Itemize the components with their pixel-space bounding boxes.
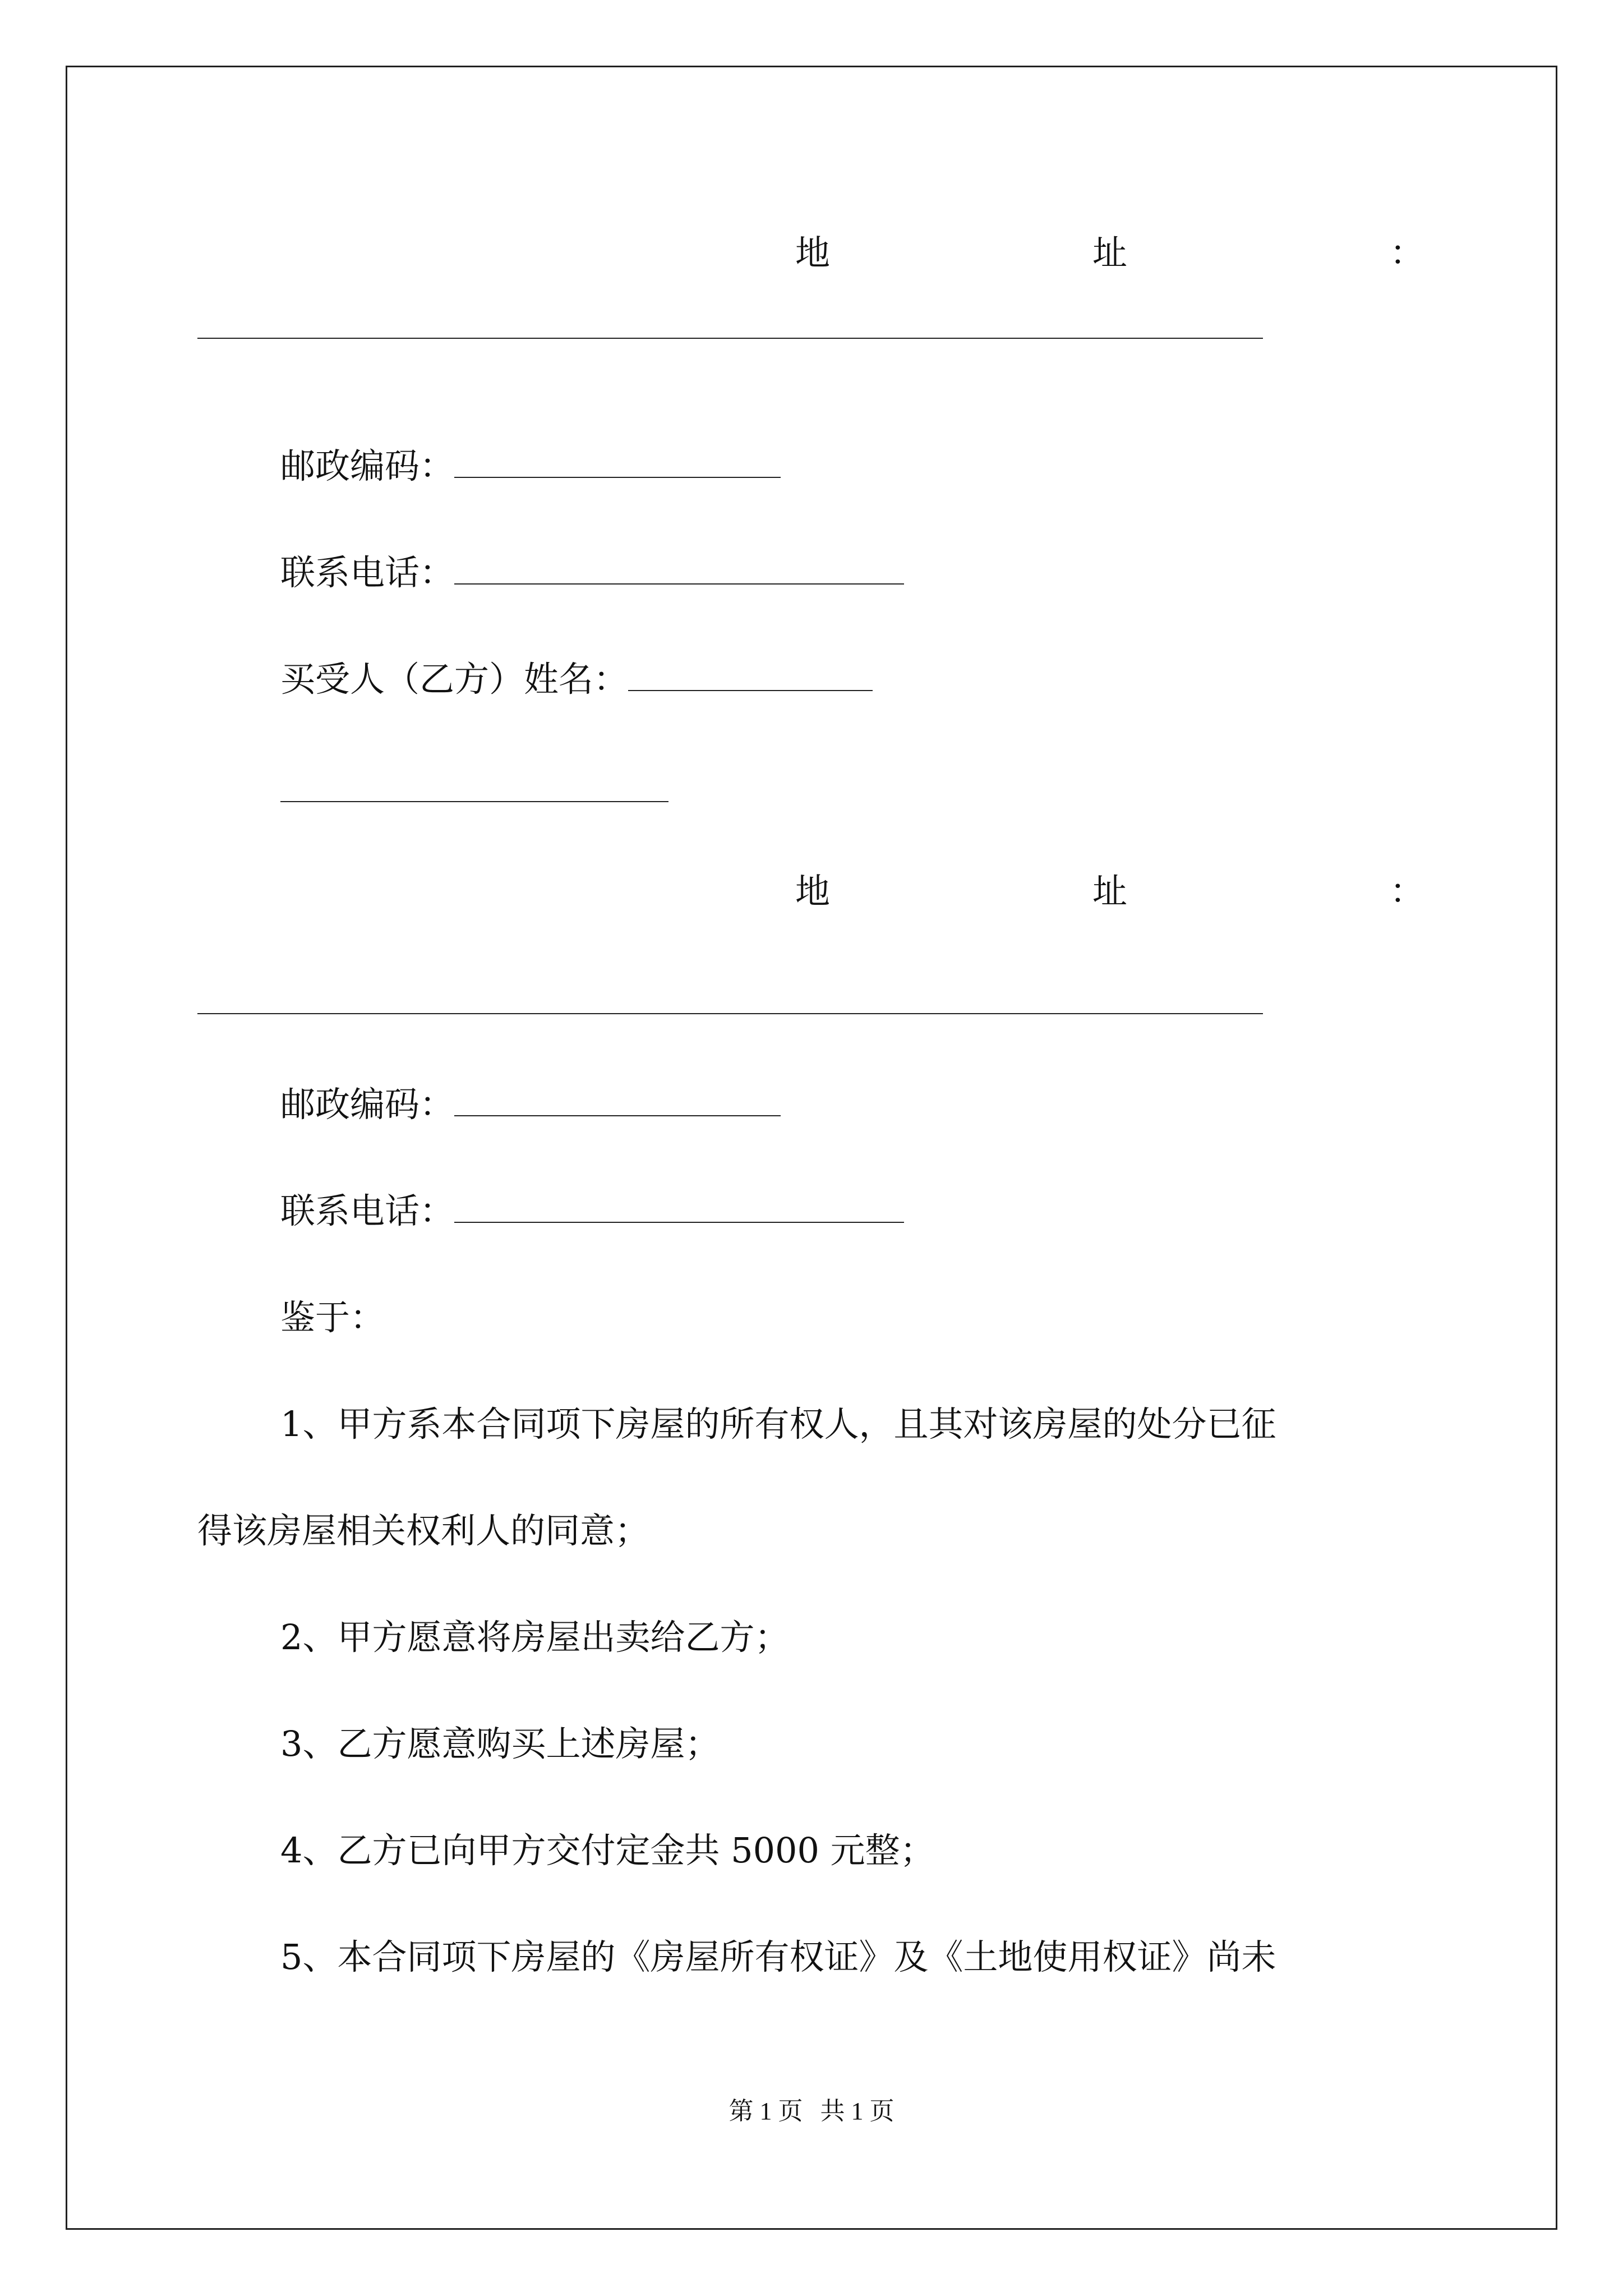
recital-item-5-line-1: 5、本合同项下房屋的《房屋所有权证》及《土地使用权证》尚未 (280, 1936, 1276, 1977)
buyer-postcode-row (280, 1084, 781, 1125)
buyer-name-blank (628, 663, 873, 691)
seller-phone-row (280, 552, 904, 593)
page-number-total: 共 1 页 (820, 2097, 895, 2125)
seller-address-blank (197, 338, 1263, 339)
recital-item-2: 2、甲方愿意将房屋出卖给乙方； (280, 1617, 790, 1658)
buyer-name-row (280, 659, 873, 700)
recital-item-4: 4、乙方已向甲方交付定金共 5000 元整； (280, 1830, 935, 1871)
buyer-postcode-label: 邮政编码： (280, 1084, 455, 1125)
buyer-postcode-blank (454, 1088, 781, 1116)
buyer-name-label: 买受人（乙方）姓名： (280, 659, 629, 700)
page-footer (0, 2099, 1623, 2124)
seller-address-colon: ： (1390, 232, 1425, 273)
page-border (66, 66, 1557, 2230)
buyer-address-colon: ： (1390, 871, 1425, 912)
recital-item-1-line-2: 得该房屋相关权利人的同意； (197, 1510, 650, 1551)
recitals-intro: 鉴于： (280, 1297, 385, 1338)
seller-postcode-row (280, 445, 781, 486)
buyer-name-blank-continued (280, 801, 668, 802)
recital-item-3: 3、乙方愿意购买上述房屋； (280, 1723, 720, 1764)
buyer-address-char2: 址 (1092, 871, 1128, 912)
seller-address-char2: 址 (1092, 232, 1128, 273)
seller-phone-label: 联系电话： (280, 552, 455, 593)
seller-phone-blank (454, 556, 904, 585)
buyer-phone-blank (454, 1195, 904, 1223)
seller-postcode-label: 邮政编码： (280, 445, 455, 486)
page-number-current: 第 1 页 (728, 2097, 803, 2125)
buyer-address-char1: 地 (795, 871, 831, 912)
recital-item-1-line-1: 1、甲方系本合同项下房屋的所有权人，且其对该房屋的处分已征 (280, 1404, 1276, 1444)
buyer-phone-row (280, 1190, 904, 1231)
seller-postcode-blank (454, 450, 781, 478)
seller-address-char1: 地 (795, 232, 831, 273)
buyer-address-blank (197, 1013, 1263, 1014)
buyer-phone-label: 联系电话： (280, 1190, 455, 1231)
